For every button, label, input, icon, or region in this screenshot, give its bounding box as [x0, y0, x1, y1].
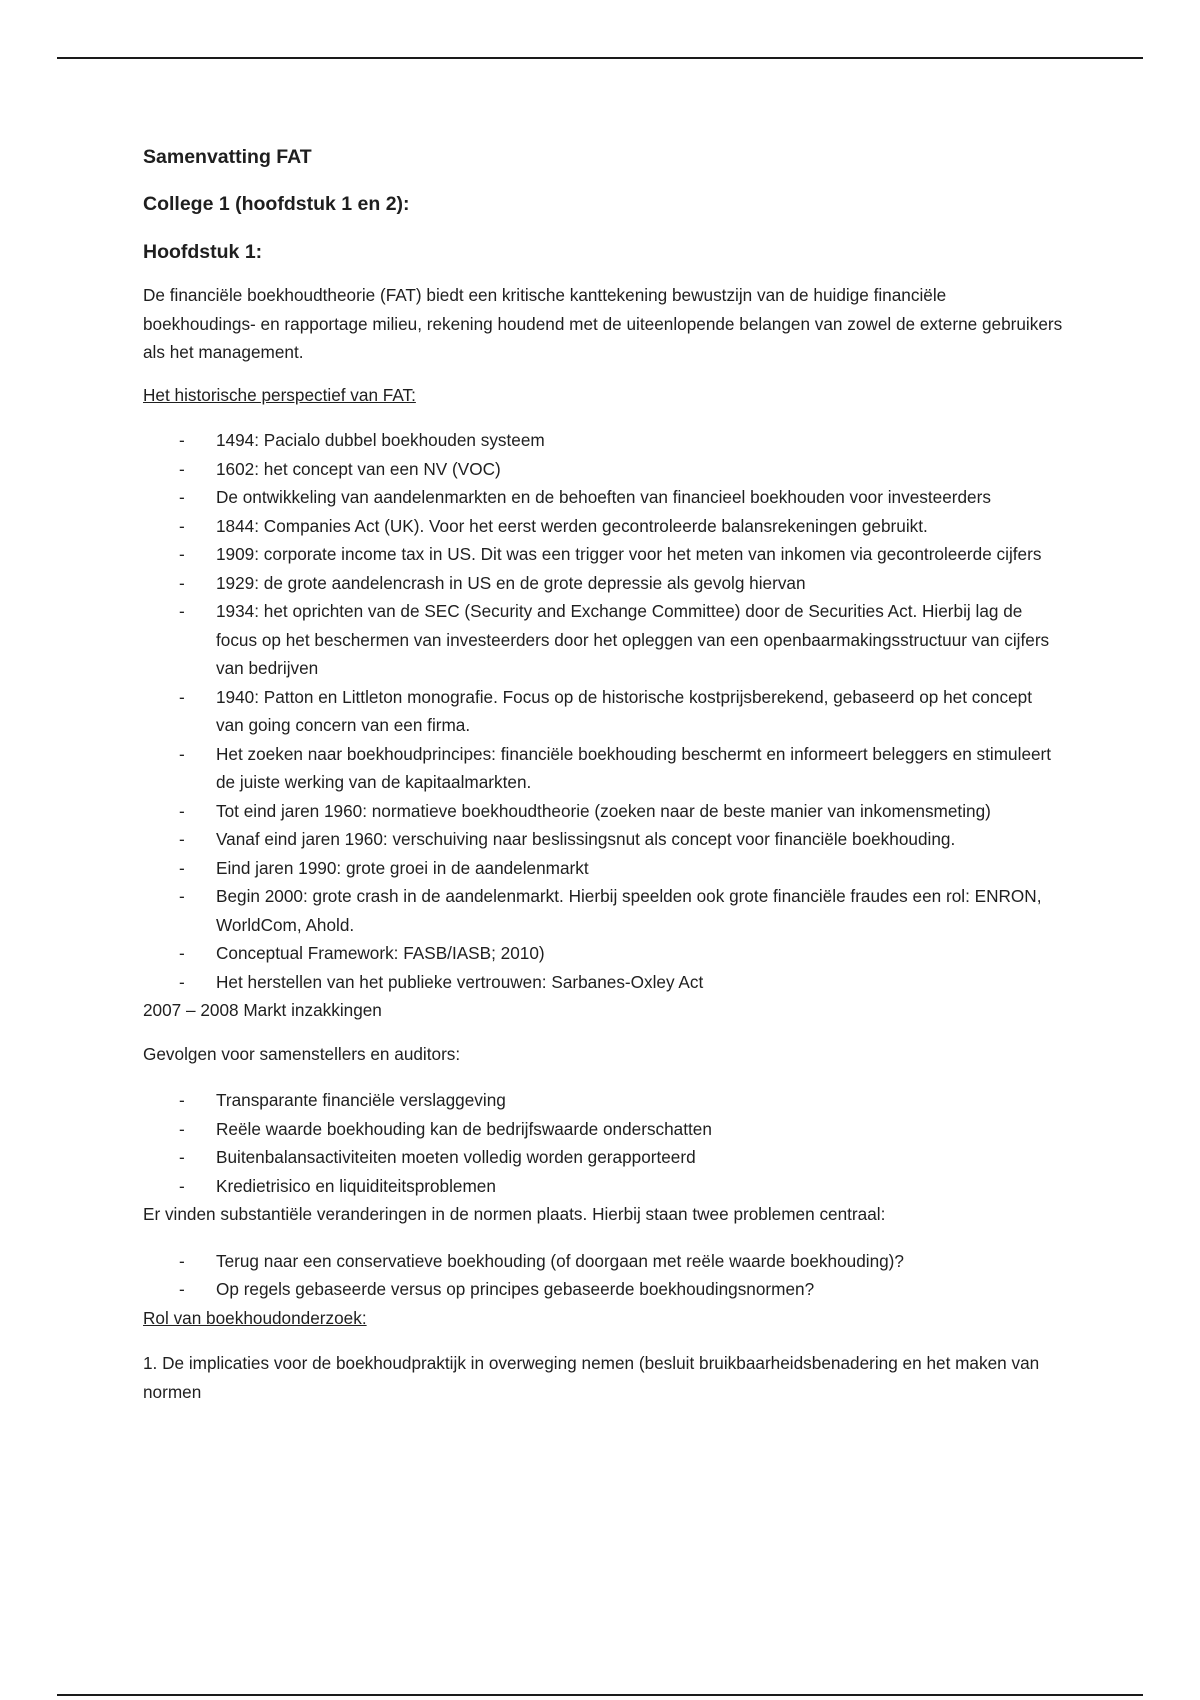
bullet-dash: -: [179, 1279, 185, 1299]
list-item-text: Conceptual Framework: FASB/IASB; 2010): [216, 943, 545, 963]
research-heading: Rol van boekhoudonderzoek:: [143, 1307, 367, 1328]
top-rule: [57, 57, 1143, 59]
list-item-text: Tot eind jaren 1960: normatieve boekhoudtheorie (zoeken naar de beste manier van inkomensmeting): [216, 800, 991, 821]
bullet-dash: -: [179, 829, 185, 849]
list-item-text: Transparante financiële verslaggeving: [216, 1090, 506, 1110]
bullet-dash: -: [179, 943, 185, 963]
list-item: [143, 1275, 1063, 1304]
list-item-text: Buitenbalansactiviteiten moeten volledig worden gerapporteerd: [216, 1147, 696, 1167]
list-item: [143, 569, 1063, 598]
list-item-text: De ontwikkeling van aandelenmarkten en de behoeften van financieel boekhouden voor investeerders: [216, 487, 991, 507]
bullet-dash: -: [179, 1118, 185, 1139]
bullet-dash: -: [179, 572, 185, 593]
bullet-dash: -: [179, 1090, 185, 1110]
changes-paragraph: Er vinden substantiële veranderingen in de normen plaats. Hierbij staan twee problemen centraal:: [143, 1204, 886, 1224]
research-point-1: 1. De implicaties voor de boekhoudpraktijk in overweging nemen (besluit bruikbaarheidsbenadering en het maken van normen: [143, 1353, 1040, 1402]
bullet-dash: -: [179, 458, 185, 479]
consequences-list: [143, 1086, 1063, 1200]
consequences-heading: Gevolgen voor samenstellers en auditors:: [143, 1043, 461, 1064]
bullet-dash: -: [179, 886, 185, 906]
bullet-dash: -: [179, 544, 185, 564]
college-heading: College 1 (hoofdstuk 1 en 2):: [143, 193, 410, 215]
list-item-text: Begin 2000: grote crash in de aandelenmarkt. Hierbij speelden ook grote financiële fraudes een rol: ENRON, WorldCom, Ahold.: [216, 886, 1042, 935]
list-item-text: Eind jaren 1990: grote groei in de aandelenmarkt: [216, 857, 589, 878]
list-item: [143, 426, 1063, 455]
list-item-text: Vanaf eind jaren 1960: verschuiving naar beslissingsnut als concept voor financiële boekhouding.: [216, 829, 956, 849]
intro-paragraph: De financiële boekhoudtheorie (FAT) biedt een kritische kanttekening bewustzijn van de huidige financiële boekhoudings- en rapportage milieu, rekening houdend met de uiteenlopende belangen van zowel de externe gebruikers als het management.: [143, 285, 1063, 362]
document-title: Samenvatting FAT: [143, 146, 312, 168]
list-item-text: 1909: corporate income tax in US. Dit was een trigger voor het meten van inkomen via gecontroleerde cijfers: [216, 544, 1042, 564]
history-heading: Het historische perspectief van FAT:: [143, 384, 416, 405]
bullet-dash: -: [179, 1175, 185, 1196]
list-item-text: 1940: Patton en Littleton monografie. Focus op de historische kostprijsberekend, gebaseerd op het concept van going concern van een firma.: [216, 686, 1032, 735]
list-item-text: Het herstellen van het publieke vertrouwen: Sarbanes-Oxley Act: [216, 971, 704, 992]
list-item: [143, 740, 1063, 797]
bottom-rule: [57, 1694, 1143, 1696]
list-item: [143, 1086, 1063, 1115]
bullet-dash: -: [179, 601, 185, 621]
bullet-dash: -: [179, 743, 185, 764]
list-item: [143, 882, 1063, 939]
bullet-dash: -: [179, 971, 185, 992]
history-list: [143, 426, 1063, 996]
chapter-heading: Hoofdstuk 1:: [143, 241, 263, 263]
list-item-text: 1602: het concept van een NV (VOC): [216, 458, 501, 479]
list-item-text: Op regels gebaseerde versus op principes gebaseerde boekhoudingsnormen?: [216, 1279, 815, 1299]
list-item: [143, 540, 1063, 569]
list-item-text: 1934: het oprichten van de SEC (Security and Exchange Committee) door de Securities Act. Hierbij lag de focus op het beschermen van investeerders door het opleggen van een openbaarmakingsstructuur van cijfers van bedrijven: [216, 601, 1050, 678]
market-line: 2007 – 2008 Markt inzakkingen: [143, 1000, 382, 1020]
list-item: [143, 683, 1063, 740]
list-item: [143, 1172, 1063, 1201]
list-item: [143, 825, 1063, 854]
list-item: [143, 968, 1063, 997]
list-item-text: Reële waarde boekhouding kan de bedrijfswaarde onderschatten: [216, 1118, 712, 1139]
list-item: [143, 1115, 1063, 1144]
problems-list: [143, 1247, 1063, 1304]
list-item: [143, 854, 1063, 883]
list-item-text: 1929: de grote aandelencrash in US en de grote depressie als gevolg hiervan: [216, 572, 806, 593]
bullet-dash: -: [179, 430, 185, 450]
bullet-dash: -: [179, 800, 185, 821]
list-item: [143, 483, 1063, 512]
bullet-dash: -: [179, 1147, 185, 1167]
list-item: [143, 1143, 1063, 1172]
list-item-text: 1494: Pacialo dubbel boekhouden systeem: [216, 430, 545, 450]
bullet-dash: -: [179, 686, 185, 707]
bullet-dash: -: [179, 487, 185, 507]
list-item-text: Kredietrisico en liquiditeitsproblemen: [216, 1175, 496, 1196]
bullet-dash: -: [179, 1250, 185, 1271]
bullet-dash: -: [179, 515, 185, 536]
list-item: [143, 939, 1063, 968]
list-item: [143, 597, 1063, 683]
list-item-text: Terug naar een conservatieve boekhouding (of doorgaan met reële waarde boekhouding)?: [216, 1250, 904, 1271]
list-item: [143, 797, 1063, 826]
bullet-dash: -: [179, 857, 185, 878]
document-body: [143, 143, 1063, 1406]
list-item: [143, 455, 1063, 484]
list-item-text: Het zoeken naar boekhoudprincipes: financiële boekhouding beschermt en informeert beleggers en stimuleert de juiste werking van de kapitaalmarkten.: [216, 743, 1052, 792]
list-item: [143, 512, 1063, 541]
list-item-text: 1844: Companies Act (UK). Voor het eerst werden gecontroleerde balansrekeningen gebruikt.: [216, 515, 928, 536]
list-item: [143, 1247, 1063, 1276]
